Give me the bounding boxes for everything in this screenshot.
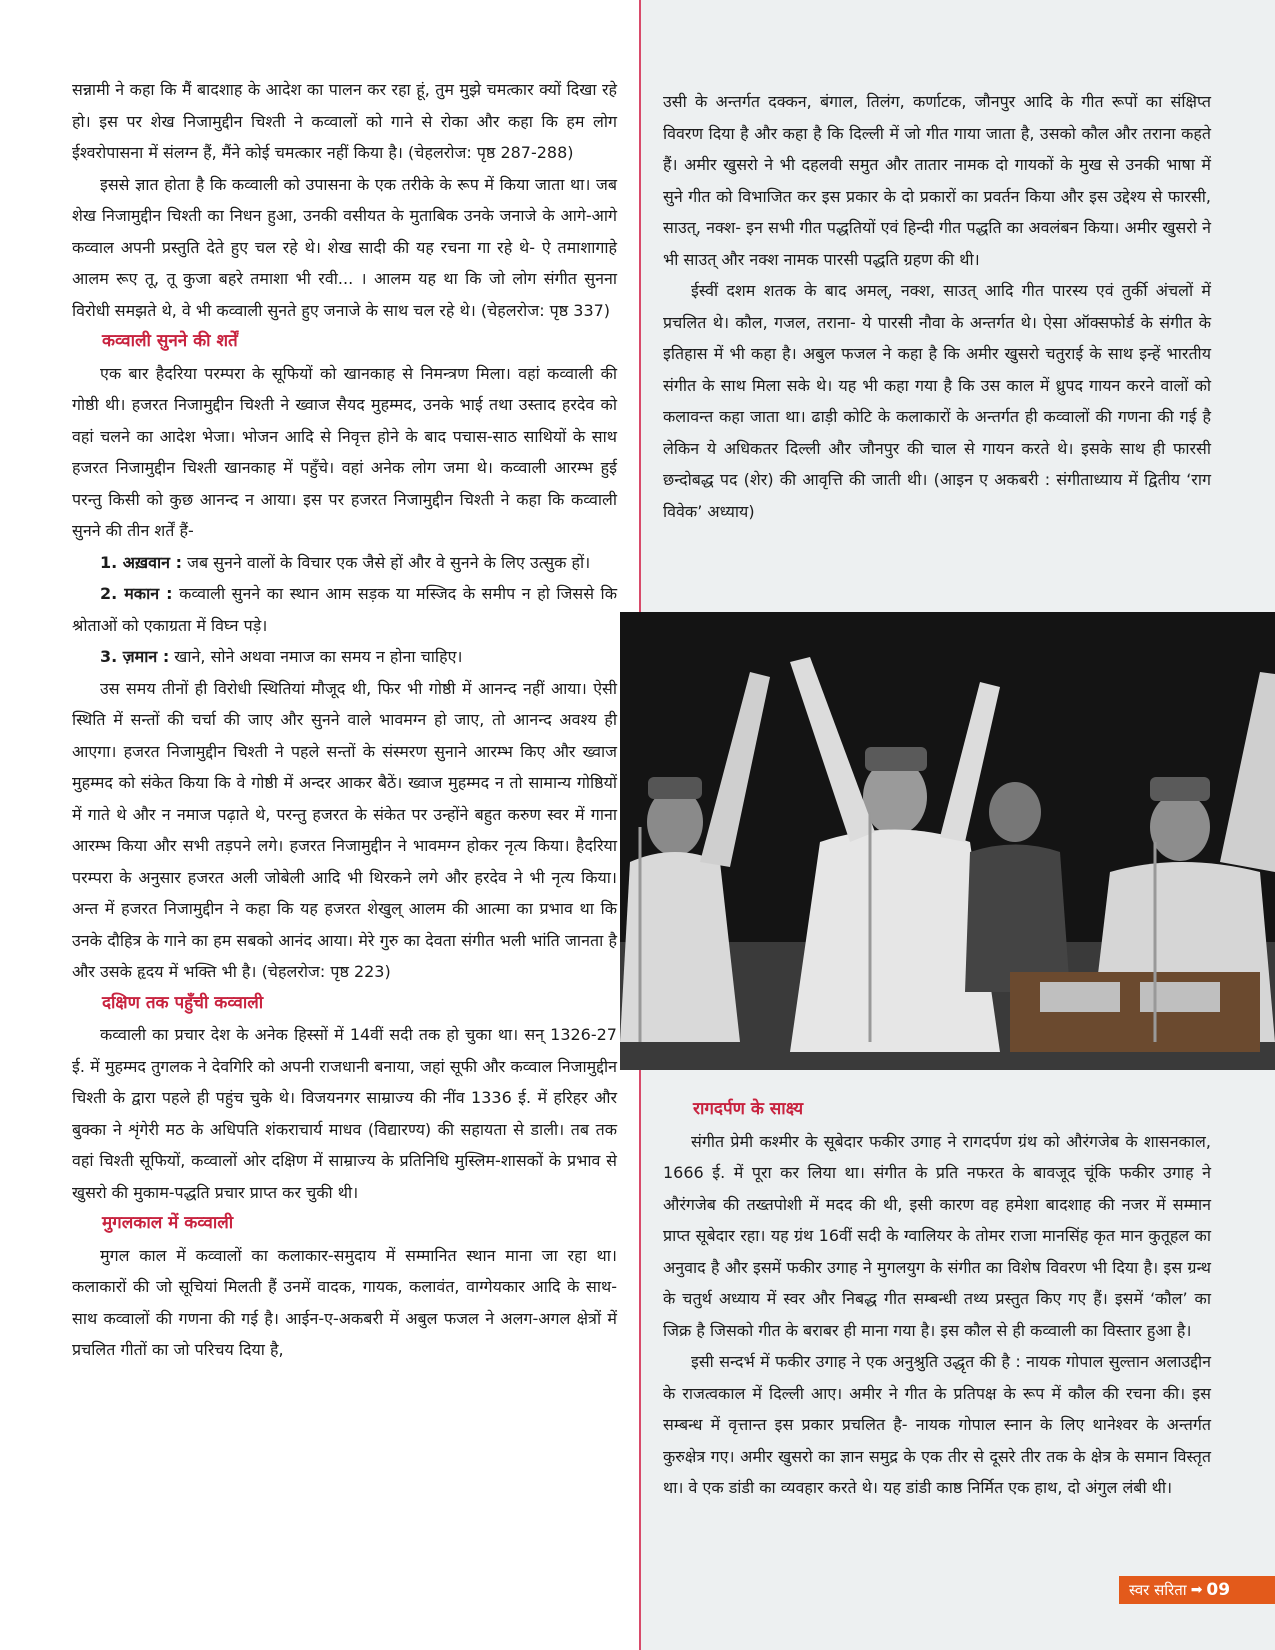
- list-item-label: 1. अख़वान :: [100, 552, 182, 572]
- arrow-right-icon: ➡: [1190, 1582, 1203, 1598]
- section-heading: मुगलकाल में कव्वाली: [102, 1213, 234, 1233]
- paragraph: उस समय तीनों ही विरोधी स्थितियां मौजूद थी, फिर भी गोष्ठी में आनन्द नहीं आया। ऐसी स्थिति में सन्तों की चर्चा की जाए और सुनने वाले भावमग्न हो जाए, तो आनन्द अवश्य ही आएगा। हजरत निजामुद्दीन चिश्ती ने पहले सन्तों के संस्मरण सुनाने आरम्भ किए और ख्वाज मुहम्मद को संकेत किया कि वे गोष्ठी में अन्दर आकर बैठें। ख्वाज मुहम्मद न तो सामान्य गोष्ठियों में गाते थे और न नमाज पढ़ाते थे, परन्तु हजरत के संकेत पर उन्होंने बहुत करुण स्वर में गाना आरम्भ किया और सभी तड़पने लगे। हजरत निजामुद्दीन ने भावमग्न होकर नृत्य किया। हैदरिया परम्परा के अनुसार हजरत अली जोबेली आदि भी थिरकने लगे और हरदेव ने भी नृत्य किया। अन्त में हजरत निजामुद्दीन ने कहा कि यह हजरत शेखुल् आलम की आत्मा का प्रभाव था कि उनके दौहित्र के गाने का हम सबको आनंद आया। मेरे गुरु का देवता संगीत भली भांति जानता है और उसके हृदय में भक्ति भी है। (चेहलरोज: पृष्ठ 223): [72, 678, 617, 981]
- list-item-label: 3. ज़मान :: [100, 647, 170, 666]
- list-item-text: जब सुनने वालों के विचार एक जैसे हों और वे सुनने के लिए उत्सुक हों।: [181, 552, 591, 572]
- paragraph: इसी सन्दर्भ में फकीर उगाह ने एक अनुश्रुति उद्धृत की है : नायक गोपाल सुल्तान अलाउद्दीन के राजत्वकाल में दिल्ली आए। अमीर ने गीत के प्रतिपक्ष के रूप में कौल की रचना की। इस सम्बन्ध में वृत्तान्त इस प्रकार प्रचलित है- नायक गोपाल स्नान के लिए थानेश्वर के अन्तर्गत कुरुक्षेत्र गए। अमीर खुसरो का ज्ञान समुद्र के एक तीर से दूसरे तीर तक के क्षेत्र के समान विस्तृत था। वे एक डांडी का व्यवहार करते थे। यह डांडी काष्ठ निर्मित एक हाथ, दो अंगुल लंबी थी।: [663, 1352, 1211, 1497]
- list-item: [72, 547, 617, 579]
- right-column-bottom: [663, 1094, 1211, 1504]
- qawwali-performers-photo: [620, 612, 1275, 1070]
- left-column: [72, 74, 617, 1366]
- paragraph: सन्नामी ने कहा कि मैं बादशाह के आदेश का पालन कर रहा हूं, तुम मुझे चमत्कार क्यों दिखा रहे हो। इस पर शेख निजामुद्दीन चिश्ती ने कव्वालों को गाने से रोका और कहा कि हम लोग ईश्वरोपासना में संलग्न हैं, मैंने कोई चमत्कार नहीं किया है। (चेहलरोज: पृष्ठ 287-288): [72, 80, 617, 162]
- photo-illustration: [620, 612, 1275, 1070]
- page-footer-badge: [1119, 1576, 1275, 1604]
- paragraph: उसी के अन्तर्गत दक्कन, बंगाल, तिलंग, कर्णाटक, जौनपुर आदि के गीत रूपों का संक्षिप्त विवरण दिया है और कहा है कि दिल्ली में जो गीत गाया जाता है, उसको कौल और तराना कहते हैं। अमीर खुसरो ने भी दहलवी समुत और तातार नामक दो गायकों के मुख से उनकी भाषा में सुने गीत को विभाजित कर इस प्रकार के दो प्रकारों का प्रवर्तन किया और इस उद्देश्य से फारसी, साउत्, नक्श- इन सभी गीत पद्धतियों एवं हिन्दी गीत पद्धति का अवलंबन किया। अमीर खुसरो ने भी साउत् और नक्श नामक पारसी पद्धति ग्रहण की थी।: [663, 92, 1211, 269]
- section-heading: दक्षिण तक पहुँची कव्वाली: [102, 992, 264, 1013]
- list-item: [72, 578, 617, 641]
- magazine-name: स्वर सरिता: [1129, 1581, 1187, 1599]
- paragraph: कव्वाली का प्रचार देश के अनेक हिस्सों में 14वीं सदी तक हो चुका था। सन् 1326-27 ई. में मुहम्मद तुगलक ने देवगिरि को अपनी राजधानी बनाया, जहां सूफी और कव्वाल निजामुद्दीन चिश्ती के द्वारा पहले ही पहुंच चुके थे। विजयनगर साम्राज्य की नींव 1336 ई. में हरिहर और बुक्का ने शृंगेरी मठ के अधिपति शंकराचार्य माधव (विद्यारण्य) की सहायता से डाली। तब तक वहां चिश्ती सूफियों, कव्वालों ओर दक्षिण में साम्राज्य के प्रतिनिधि मुस्लिम-शासकों के प्रभाव से खुसरो की मुकाम-पद्धति प्रचार प्राप्त कर चुकी थी।: [72, 1025, 617, 1202]
- paragraph: इससे ज्ञात होता है कि कव्वाली को उपासना के एक तरीके के रूप में किया जाता था। जब शेख निजामुद्दीन चिश्ती का निधन हुआ, उनकी वसीयत के मुताबिक उनके जनाजे के आगे-आगे कव्वाल अपनी प्रस्तुति देते हुए चल रहे थे। शेख सादी की यह रचना गा रहे थे- ऐ तमाशागाहे आलम रूए तू, तू कुजा बहरे तमाशा भी रवी... । आलम यह था कि जो लोग संगीत सुनना विरोधी समझते थे, वे भी कव्वाली सुनते हुए जनाजे के साथ चल रहे थे। (चेहलरोज: पृष्ठ 337): [72, 174, 617, 320]
- paragraph: एक बार हैदरिया परम्परा के सूफियों को खानकाह से निमन्त्रण मिला। वहां कव्वाली की गोष्ठी थी। हजरत निजामुद्दीन चिश्ती ने ख्वाज सैयद मुहम्मद, उनके भाई तथा उस्ताद हरदेव को वहां चलने का आदेश भेजा। भोजन आदि से निवृत्त होने के बाद पचास-साठ साथियों के साथ हजरत निजामुद्दीन चिश्ती खानकाह में पहुँचे। वहां अनेक लोग जमा थे। कव्वाली आरम्भ हुई परन्तु किसी को कुछ आनन्द न आया। इस पर हजरत निजामुद्दीन चिश्ती ने कहा कि कव्वाली सुनने की तीन शर्तें हैं-: [72, 363, 617, 540]
- list-item-text: कव्वाली सुनने का स्थान आम सड़क या मस्जिद के समीप न हो जिससे कि श्रोताओं को एकाग्रता में विघ्न पड़े।: [72, 584, 617, 635]
- list-item: [72, 641, 617, 673]
- paragraph: मुगल काल में कव्वालों का कलाकार-समुदाय में सम्मानित स्थान माना जा रहा था। कलाकारों की जो सूचियां मिलती हैं उनमें वादक, गायक, कलावंत, वाग्गेयकार आदि के साथ-साथ कव्वालों की गणना की गई है। आईन-ए-अकबरी में अबुल फजल ने अलग-अगल क्षेत्रों में प्रचलित गीतों का जो परिचय दिया है,: [72, 1245, 617, 1359]
- section-heading: कव्वाली सुनने की शर्तें: [102, 331, 238, 351]
- page-number: 09: [1206, 1580, 1231, 1600]
- paragraph: ईस्वीं दशम शतक के बाद अमल्, नक्श, साउत् आदि गीत पारस्य एवं तुर्की अंचलों में प्रचलित थे। कौल, गजल, तराना- ये पारसी नौवा के अन्तर्गत थे। ऐसा ऑक्सफोर्ड के संगीत के इतिहास में भी कहा है। अबुल फजल ने कहा है कि अमीर खुसरो चतुराई के साथ इन्हें भारतीय संगीत के साथ मिला सके थे। यह भी कहा गया है कि उस काल में ध्रुपद गायन करने वालों को कलावन्त कहा जाता था। ढाड़ी कोटि के कलाकारों के अन्तर्गत ही कव्वालों की गणना की गई है लेकिन ये अधिकतर दिल्ली और जौनपुर की चाल से गायन करते थे। इसके साथ ही फारसी छन्दोबद्ध पद (शेर) की आवृत्ति की जाती थी। (आइन ए अकबरी : संगीताध्याय में द्वितीय ‘राग विवेक’ अध्याय): [663, 281, 1211, 521]
- right-column-top: [663, 86, 1211, 527]
- list-item-label: 2. मकान :: [100, 584, 173, 603]
- list-item-text: खाने, सोने अथवा नमाज का समय न होना चाहिए।: [169, 647, 463, 666]
- paragraph: संगीत प्रेमी कश्मीर के सूबेदार फकीर उगाह ने रागदर्पण ग्रंथ को औरंगजेब के शासनकाल, 1666 ई. में पूरा कर लिया था। संगीत के प्रति नफरत के बावजूद चूंकि फकीर उगाह ने औरंगजेब की तख्तपोशी में मदद की थी, इसी कारण वह हमेशा बादशाह की नजर में सम्मान प्राप्त सूबेदार रहा। यह ग्रंथ 16वीं सदी के ग्वालियर के तोमर राजा मानसिंह कृत मान कुतूहल का अनुवाद है और इसमें फकीर उगाह ने मुगलयुग के संगीत का विशेष विवरण भी दिया है। इस ग्रन्थ के चतुर्थ अध्याय में स्वर और निबद्ध गीत सम्बन्धी तथ्य प्रस्तुत किए गए हैं। इसमें ‘कौल’ का जिक्र है जिसको गीत के बराबर ही माना गया है। इस कौल से ही कव्वाली का विस्तार हुआ है।: [663, 1131, 1211, 1340]
- section-heading: रागदर्पण के साक्ष्य: [693, 1099, 804, 1119]
